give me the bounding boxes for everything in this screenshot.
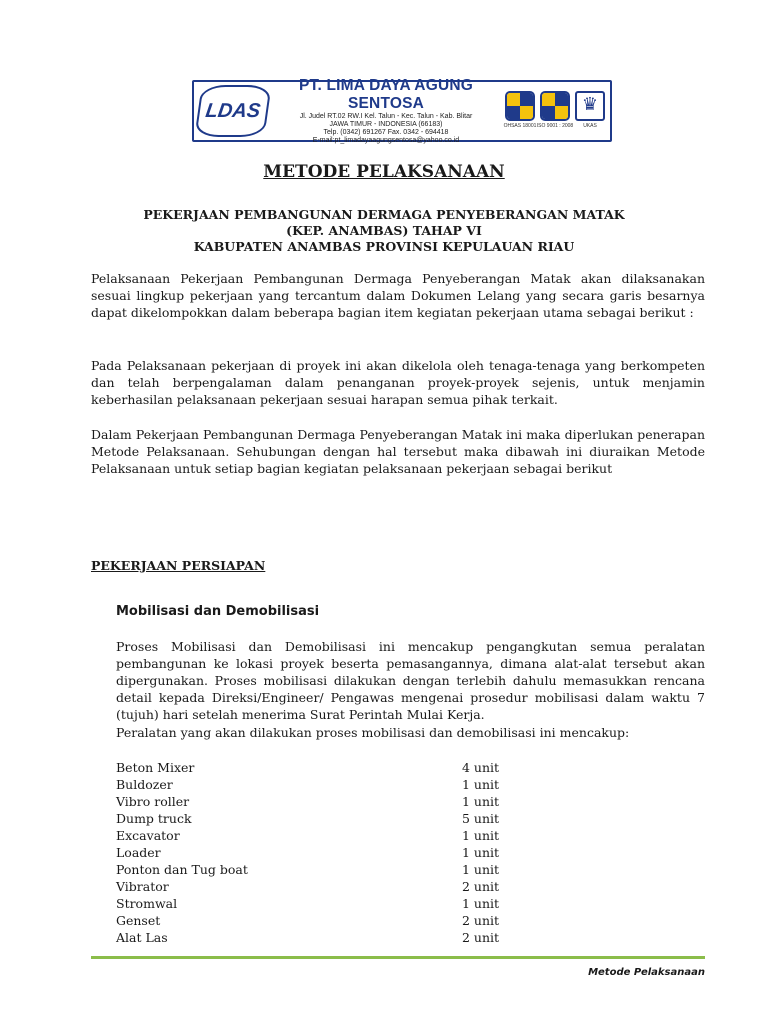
company-email: E-mail:pt_limadayaagungsentosa@yahoo.co.id xyxy=(312,137,460,145)
company-phone: Telp. (0342) 691267 Fax. 0342 - 694418 xyxy=(323,129,449,136)
certification-logos xyxy=(504,91,606,131)
ukas-cert-icon: ♛ UKAS xyxy=(574,91,606,131)
iso-cert-icon xyxy=(536,91,574,131)
ohsas-cert-icon xyxy=(504,91,536,131)
equipment-name: Loader xyxy=(116,845,161,860)
footer-divider xyxy=(91,956,705,959)
equipment-qty: 1 unit xyxy=(462,794,500,809)
equipment-name: Vibro roller xyxy=(116,794,190,809)
equipment-qty: 2 unit xyxy=(462,879,500,894)
paragraph-equipment-intro: Peralatan yang akan dilakukan proses mobilisasi dan demobilisasi ini mencakup: xyxy=(116,725,630,740)
equipment-name: Alat Las xyxy=(116,930,168,945)
equipment-qty: 5 unit xyxy=(462,811,500,826)
document-title: METODE PELAKSANAAN xyxy=(263,162,505,182)
section-heading: PEKERJAAN PERSIAPAN xyxy=(91,558,266,573)
paragraph-mobilisasi: Proses Mobilisasi dan Demobilisasi ini mencakup pengangkutan semua peralatan pembangunan ke lokasi proyek beserta pemasangannya, dimana alat-alat tersebut akan dipergunakan. Proses mobilisasi dilakukan dengan terlebih dahulu memasukkan rencana detail kepada Direksi/Engineer/ Pengawas mengenai prosedur mobilisasi dalam waktu 7 (tujuh) hari setelah menerima Surat Perintah Mulai Kerja. xyxy=(116,639,705,722)
company-info xyxy=(274,77,498,146)
subtitle-line2: (KEP. ANAMBAS) TAHAP VI xyxy=(286,223,482,238)
equipment-list xyxy=(116,759,516,946)
equipment-name: Ponton dan Tug boat xyxy=(116,862,248,877)
footer-label: Metode Pelaksanaan xyxy=(588,967,705,978)
paragraph-method: Dalam Pekerjaan Pembangunan Dermaga Penyeberangan Matak ini maka diperlukan penerapan Metode Pelaksanaan. Sehubungan dengan hal tersebut maka dibawah ini diuraikan Metode Pelaksanaan untuk setiap bagian kegiatan pelaksanaan pekerjaan sebagai berikut xyxy=(91,427,705,476)
equipment-name: Stromwal xyxy=(116,896,178,911)
list-item xyxy=(116,844,516,861)
ohsas-cert-label: OHSAS 18001 xyxy=(503,123,537,129)
list-item xyxy=(116,895,516,912)
company-address-line2: JAWA TIMUR - INDONESIA (66183) xyxy=(329,120,443,128)
equipment-qty: 1 unit xyxy=(462,828,500,843)
list-item xyxy=(116,776,516,793)
ukas-cert-label: UKAS xyxy=(583,123,597,129)
document-subtitle xyxy=(0,207,768,255)
equipment-qty: 1 unit xyxy=(462,777,500,792)
equipment-name: Buldozer xyxy=(116,777,173,792)
list-item xyxy=(116,929,516,946)
equipment-name: Beton Mixer xyxy=(116,760,195,775)
paragraph-intro: Pelaksanaan Pekerjaan Pembangunan Dermaga Penyeberangan Matak akan dilaksanakan sesuai lingkup pekerjaan yang tercantum dalam Dokumen Lelang yang secara garis besarnya dapat dikelompokkan dalam beberapa bagian item kegiatan pekerjaan utama sebagai berikut : xyxy=(91,271,705,320)
list-item xyxy=(116,810,516,827)
list-item xyxy=(116,827,516,844)
equipment-qty: 1 unit xyxy=(462,896,500,911)
equipment-name: Vibrator xyxy=(116,879,169,894)
equipment-qty: 2 unit xyxy=(462,930,500,945)
list-item xyxy=(116,878,516,895)
equipment-name: Genset xyxy=(116,913,161,928)
equipment-name: Excavator xyxy=(116,828,180,843)
equipment-qty: 1 unit xyxy=(462,845,500,860)
equipment-name: Dump truck xyxy=(116,811,192,826)
equipment-qty: 1 unit xyxy=(462,862,500,877)
company-name: PT. LIMA DAYA AGUNG SENTOSA xyxy=(298,76,474,112)
paragraph-personnel: Pada Pelaksanaan pekerjaan di proyek ini akan dikelola oleh tenaga-tenaga yang berkompeten dan telah berpengalaman dalam penanganan proyek-proyek sejenis, untuk menjamin keberhasilan pelaksanaan pekerjaan sesuai harapan semua pihak terkait. xyxy=(91,358,705,407)
list-item xyxy=(116,912,516,929)
equipment-qty: 4 unit xyxy=(462,760,500,775)
company-logo: LDAS xyxy=(194,85,271,137)
list-item xyxy=(116,861,516,878)
list-item xyxy=(116,759,516,776)
company-address-line1: Jl. Judel RT.02 RW.I Kel. Talun - Kec. Talun - Kab. Blitar xyxy=(299,112,473,120)
letterhead xyxy=(192,76,612,145)
equipment-qty: 2 unit xyxy=(462,913,500,928)
iso-cert-label: ISO 9001 : 2008 xyxy=(536,123,574,129)
subsection-heading: Mobilisasi dan Demobilisasi xyxy=(116,604,320,619)
list-item xyxy=(116,793,516,810)
subtitle-line3: KABUPATEN ANAMBAS PROVINSI KEPULAUAN RIAU xyxy=(193,239,575,254)
subtitle-line1: PEKERJAAN PEMBANGUNAN DERMAGA PENYEBERANGAN MATAK xyxy=(143,207,625,222)
